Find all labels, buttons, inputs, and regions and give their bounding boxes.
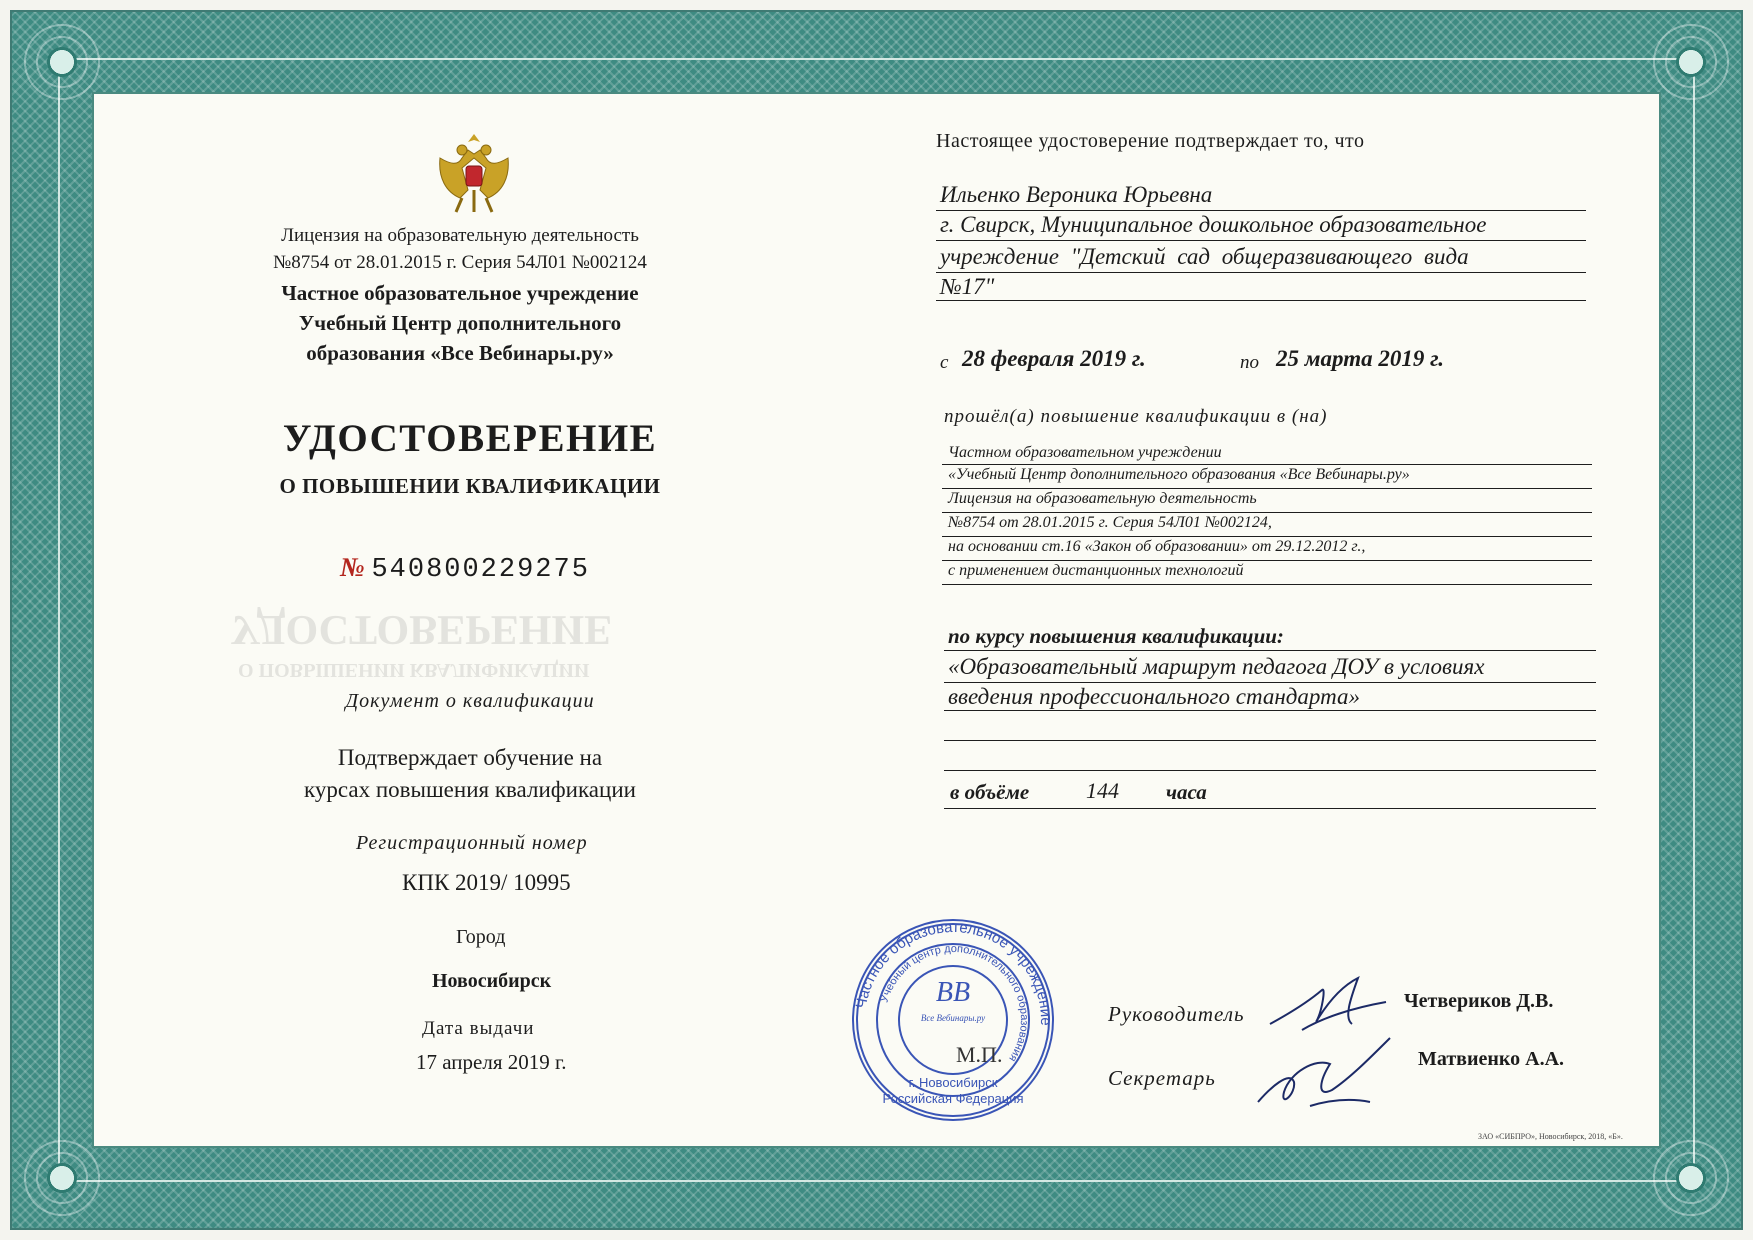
- underline: [944, 740, 1596, 741]
- seal-center-text: Все Вебинары.ру: [920, 1013, 986, 1023]
- underline: [942, 584, 1592, 585]
- underline: [944, 710, 1596, 711]
- confirmation-block: [190, 742, 750, 806]
- to-label: по: [1240, 352, 1259, 373]
- passed-label: прошёл(а) повышение квалификации в (на): [944, 406, 1328, 427]
- coat-of-arms-icon: [432, 128, 516, 216]
- course-label: по курсу повышения квалификации:: [948, 624, 1284, 648]
- workplace-line: учреждение "Детский сад общеразвивающего вида: [940, 244, 1469, 269]
- institution-line: Лицензия на образовательную деятельность: [948, 490, 1257, 507]
- institution-line: с применением дистанционных технологий: [948, 562, 1244, 579]
- from-label: с: [940, 352, 949, 373]
- city-label: Город: [456, 926, 506, 948]
- intro-text: Настоящее удостоверение подтверждает то, что: [936, 130, 1365, 152]
- underline: [944, 682, 1596, 683]
- organization-seal: [848, 915, 1058, 1125]
- underline: [942, 488, 1592, 489]
- underline: [936, 300, 1586, 301]
- license-line: №8754 от 28.01.2015 г. Серия 54Л01 №002124: [273, 252, 647, 273]
- registration-label: Регистрационный номер: [356, 832, 588, 854]
- underline: [944, 770, 1596, 771]
- issuer-block: [190, 278, 730, 368]
- workplace-line: №17": [940, 274, 995, 299]
- show-through-watermark: УДОСТОВЕРЕНИЕ: [230, 606, 613, 652]
- underline: [936, 210, 1586, 211]
- underline: [942, 536, 1592, 537]
- number-value: 540800229275: [371, 555, 590, 585]
- underline: [936, 240, 1586, 241]
- issuer-line: Частное образовательное учреждение: [281, 281, 639, 305]
- course-title-line: введения профессионального стандарта»: [948, 684, 1361, 709]
- course-title-line: «Образовательный маршрут педагога ДОУ в условиях: [948, 654, 1485, 679]
- institution-line: на основании ст.16 «Закон об образовании» от 29.12.2012 г.,: [948, 538, 1366, 555]
- license-block: [190, 222, 730, 276]
- issue-date-label: Дата выдачи: [422, 1018, 535, 1039]
- underline: [942, 512, 1592, 513]
- seal-city-text: г. Новосибирск: [908, 1075, 998, 1090]
- city-value: Новосибирск: [432, 970, 552, 992]
- show-through-watermark: О ПОВЫШЕНИИ КВАЛИФИКАЦИИ: [238, 659, 590, 681]
- document-type: Документ о квалификации: [345, 690, 595, 712]
- holder-name: Ильенко Вероника Юрьевна: [940, 182, 1213, 207]
- issue-date-value: 17 апреля 2019 г.: [416, 1050, 567, 1074]
- head-label: Руководитель: [1108, 1002, 1245, 1026]
- number-sign: №: [340, 552, 365, 582]
- seal-inner-text: Учебный центр дополнительного образования: [878, 942, 1031, 1064]
- institution-line: №8754 от 28.01.2015 г. Серия 54Л01 №002124,: [948, 514, 1272, 531]
- secretary-name: Матвиенко А.А.: [1418, 1048, 1565, 1070]
- volume-unit: часа: [1166, 780, 1207, 804]
- printer-imprint: ЗАО «СИБПРО», Новосибирск, 2018, «Б».: [1478, 1132, 1623, 1141]
- issuer-line: образования «Все Вебинары.ру»: [306, 341, 614, 365]
- license-line: Лицензия на образовательную деятельность: [281, 225, 639, 246]
- certificate-number: [340, 552, 590, 585]
- stamp-place-mark: М.П.: [956, 1042, 1003, 1067]
- workplace-line: г. Свирск, Муниципальное дошкольное образовательное: [940, 212, 1487, 237]
- head-name: Четвериков Д.В.: [1404, 990, 1554, 1012]
- volume-label: в объёме: [950, 780, 1030, 804]
- seal-country-text: Российская Федерация: [882, 1091, 1024, 1106]
- underline: [936, 272, 1586, 273]
- seal-monogram: ВВ: [935, 977, 971, 1008]
- confirmation-line: курсах повышения квалификации: [304, 777, 636, 802]
- institution-line: Частном образовательном учреждении: [948, 444, 1222, 461]
- underline: [944, 808, 1596, 809]
- registration-number: КПК 2019/ 10995: [402, 870, 571, 895]
- to-date: 25 марта 2019 г.: [1276, 346, 1445, 371]
- from-date: 28 февраля 2019 г.: [962, 346, 1146, 371]
- underline: [944, 650, 1596, 651]
- issuer-line: Учебный Центр дополнительного: [298, 311, 622, 335]
- confirmation-line: Подтверждает обучение на: [337, 745, 603, 770]
- seal-outer-text: Частное образовательное учреждение: [852, 918, 1055, 1026]
- institution-line: «Учебный Центр дополнительного образования «Все Вебинары.ру»: [948, 466, 1410, 483]
- secretary-signature: [1250, 1028, 1400, 1118]
- underline: [942, 560, 1592, 561]
- document-subtitle: О ПОВЫШЕНИИ КВАЛИФИКАЦИИ: [279, 474, 661, 498]
- volume-value: 144: [1086, 778, 1119, 803]
- secretary-label: Секретарь: [1108, 1066, 1216, 1090]
- underline: [942, 464, 1592, 465]
- document-title: УДОСТОВЕРЕНИЕ: [282, 417, 658, 460]
